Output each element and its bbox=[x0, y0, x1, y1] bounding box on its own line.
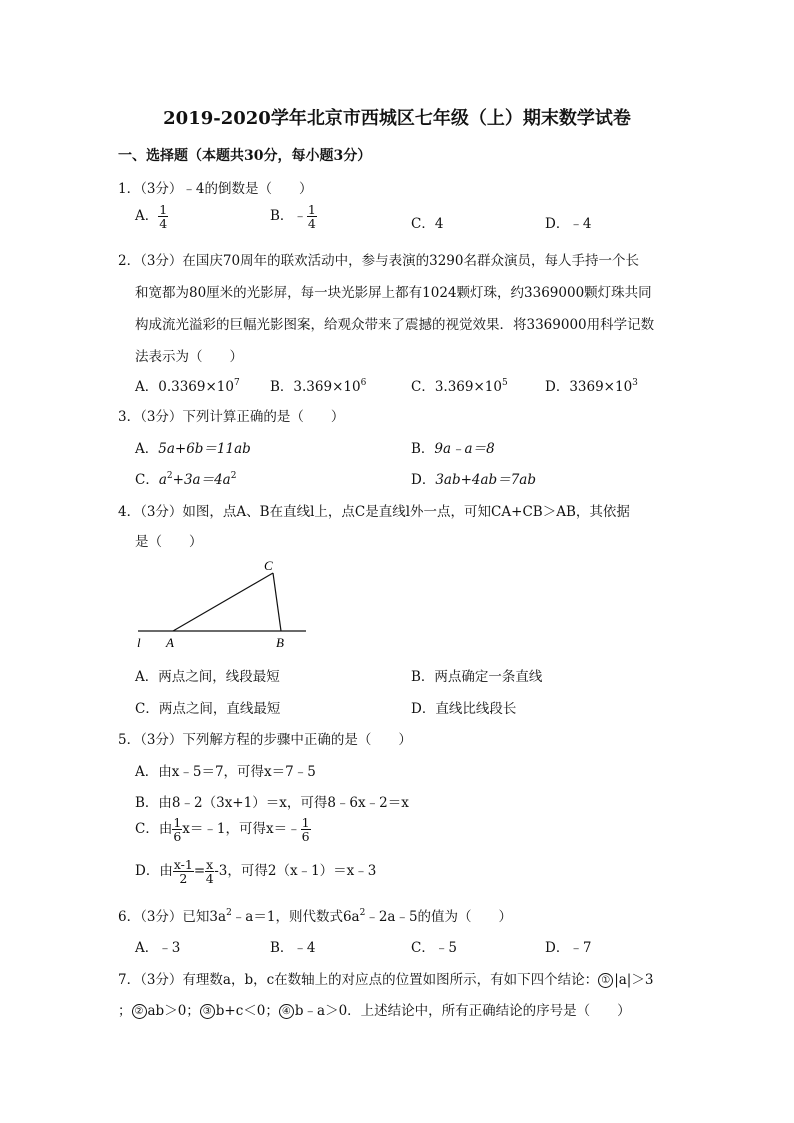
segment-bc bbox=[273, 573, 281, 631]
q3-option-b-expression: 9a﹣a＝8 bbox=[434, 441, 495, 457]
q1-option-b-denominator: 4 bbox=[307, 216, 316, 232]
q5-option-d-equals: = bbox=[193, 863, 206, 880]
question-7-line-1 bbox=[118, 968, 653, 988]
question-3-stem: 3．（3分）下列计算正确的是（ ） bbox=[118, 409, 345, 425]
q5-option-c-denominator: 6 bbox=[173, 829, 182, 845]
q6-stem-exponent-1: 2 bbox=[226, 908, 232, 918]
q6-option-d: D．﹣7 bbox=[545, 940, 592, 956]
q3-option-c-middle: +3a＝4a bbox=[172, 472, 231, 488]
q5-option-d-numerator-2: x bbox=[206, 857, 214, 872]
q1-option-b-numerator: 1 bbox=[307, 202, 316, 217]
q3-option-d-prefix: D． bbox=[411, 472, 436, 488]
q6-stem-part-2: ﹣a＝1，则代数式6a bbox=[231, 909, 360, 925]
q2-option-a-exponent: 7 bbox=[233, 378, 240, 388]
label-l: l bbox=[137, 635, 141, 650]
q3-option-a-prefix: A． bbox=[135, 441, 159, 457]
q3-option-c-exponent-2: 2 bbox=[230, 471, 237, 481]
label-c: C bbox=[264, 558, 273, 573]
q1-option-a bbox=[135, 203, 168, 230]
question-2-line-4: 法表示为（ ） bbox=[135, 349, 243, 365]
q2-option-b-base: B．3.369×10 bbox=[270, 379, 361, 395]
q2-option-a-base: A．0.3369×10 bbox=[135, 379, 234, 395]
q2-option-b bbox=[270, 375, 366, 395]
question-5-stem: 5．（3分）下列解方程的步骤中正确的是（ ） bbox=[118, 732, 412, 748]
q1-option-d: D．﹣4 bbox=[545, 216, 592, 232]
q6-option-a: A．﹣3 bbox=[135, 940, 181, 956]
q3-option-c-prefix: C． bbox=[135, 472, 159, 488]
question-4-line-1: 4．（3分）如图，点A、B在直线l上，点C是直线l外一点，可知CA+CB＞AB，其依据 bbox=[118, 504, 630, 520]
question-4-line-2: 是（ ） bbox=[135, 534, 203, 550]
q5-option-d-denominator-2: 4 bbox=[205, 871, 214, 887]
conclusion-2-marker: ② bbox=[132, 1004, 147, 1019]
q6-stem-part-1: 6．（3分）已知3a bbox=[118, 909, 227, 925]
q2-option-d-exponent: 3 bbox=[632, 378, 638, 388]
q5-option-a: A．由x﹣5＝7，可得x＝7﹣5 bbox=[135, 764, 316, 780]
q3-option-a bbox=[135, 437, 251, 457]
q3-option-d-expression: 3ab+4ab＝7ab bbox=[435, 472, 536, 488]
conclusion-3-marker: ③ bbox=[200, 1004, 215, 1019]
q4-option-a: A．两点之间，线段最短 bbox=[135, 669, 280, 685]
q5-option-b: B．由8﹣2（3x+1）＝x，可得8﹣6x﹣2＝x bbox=[135, 795, 409, 811]
q4-option-b: B．两点确定一条直线 bbox=[411, 669, 543, 685]
q5-option-d bbox=[135, 858, 376, 885]
q2-option-c-base: C．3.369×10 bbox=[411, 379, 502, 395]
question-2-line-3: 构成流光溢彩的巨幅光影图案，给观众带来了震撼的视觉效果．将3369000用科学记数 bbox=[135, 317, 655, 333]
question-1-stem: 1．（3分）﹣4的倒数是（ ） bbox=[118, 181, 313, 197]
page-title: 2019-2020学年北京市西城区七年级（上）期末数学试卷 bbox=[163, 108, 631, 129]
q3-option-a-expression: 5a+6b＝11ab bbox=[158, 441, 251, 457]
q3-option-d bbox=[411, 468, 536, 488]
q1-option-c: C．4 bbox=[411, 216, 444, 232]
label-a: A bbox=[166, 635, 174, 650]
q1-option-a-numerator: 1 bbox=[159, 202, 168, 217]
q4-option-d: D．直线比线段长 bbox=[411, 701, 517, 717]
conclusion-2-text: ab＞0； bbox=[147, 1003, 200, 1019]
section-heading: 一、选择题（本题共30分，每小题3分） bbox=[118, 148, 372, 164]
q2-option-c-exponent: 5 bbox=[501, 378, 508, 388]
q1-option-b-prefix: B．﹣ bbox=[270, 208, 307, 225]
q2-option-d bbox=[545, 375, 638, 395]
question-2-line-2: 和宽都为80厘米的光影屏，每一块光影屏上都有1024颗灯珠，约3369000颗灯珠共同 bbox=[135, 285, 652, 301]
conclusion-1-marker: ① bbox=[598, 973, 613, 988]
q5-option-d-numerator-1: x-1 bbox=[173, 857, 193, 872]
q1-option-b bbox=[270, 203, 317, 230]
q7-line-1-text: 7．（3分）有理数a，b，c在数轴上的对应点的位置如图所示，有如下四个结论： bbox=[118, 972, 599, 988]
q3-option-c bbox=[135, 468, 236, 488]
q6-option-b: B．﹣4 bbox=[270, 940, 316, 956]
q6-option-c: C．﹣5 bbox=[411, 940, 457, 956]
q5-option-d-tail: -3，可得2（x﹣1）＝x﹣3 bbox=[214, 863, 377, 880]
q5-option-d-prefix: D．由 bbox=[135, 863, 173, 880]
q3-option-c-base: a bbox=[158, 472, 167, 488]
conclusion-1-text: |a|＞3 bbox=[614, 972, 654, 988]
q2-option-b-exponent: 6 bbox=[360, 378, 367, 388]
q2-option-a bbox=[135, 375, 240, 395]
q5-option-c-numerator-2: 1 bbox=[301, 815, 310, 830]
question-2-line-1: 2．（3分）在国庆70周年的联欢活动中，参与表演的3290名群众演员，每人手持一个长 bbox=[118, 253, 639, 269]
q6-stem-part-3: ﹣2a﹣5的值为（ ） bbox=[365, 909, 513, 925]
geometry-figure bbox=[130, 556, 320, 656]
question-7-line-2 bbox=[118, 999, 631, 1019]
q5-option-c-middle: x＝﹣1，可得x＝﹣ bbox=[182, 821, 301, 838]
q5-option-c-denominator-2: 6 bbox=[301, 829, 310, 845]
q5-option-c-prefix: C．由 bbox=[135, 821, 173, 838]
question-6-stem bbox=[118, 905, 512, 925]
q3-option-b-prefix: B． bbox=[411, 441, 435, 457]
conclusion-4-text: b﹣a＞0．上述结论中，所有正确结论的序号是（ ） bbox=[294, 1003, 631, 1019]
q3-option-b bbox=[411, 437, 495, 457]
q6-stem-exponent-2: 2 bbox=[359, 908, 366, 918]
q5-option-c-numerator: 1 bbox=[173, 815, 182, 830]
segment-ac bbox=[173, 573, 273, 631]
q2-option-c bbox=[411, 375, 508, 395]
q5-option-d-denominator-1: 2 bbox=[179, 871, 188, 887]
q7-line-2-lead: ； bbox=[118, 1003, 132, 1019]
conclusion-3-text: b+c＜0； bbox=[215, 1003, 279, 1019]
q4-option-c: C．两点之间，直线最短 bbox=[135, 701, 281, 717]
q2-option-d-base: D．3369×10 bbox=[545, 379, 633, 395]
q5-option-c bbox=[135, 816, 311, 843]
q1-option-a-denominator: 4 bbox=[159, 216, 168, 232]
label-b: B bbox=[276, 635, 284, 650]
q3-option-c-exponent-1: 2 bbox=[166, 471, 173, 481]
q1-option-a-prefix: A． bbox=[135, 208, 159, 225]
conclusion-4-marker: ④ bbox=[279, 1004, 294, 1019]
